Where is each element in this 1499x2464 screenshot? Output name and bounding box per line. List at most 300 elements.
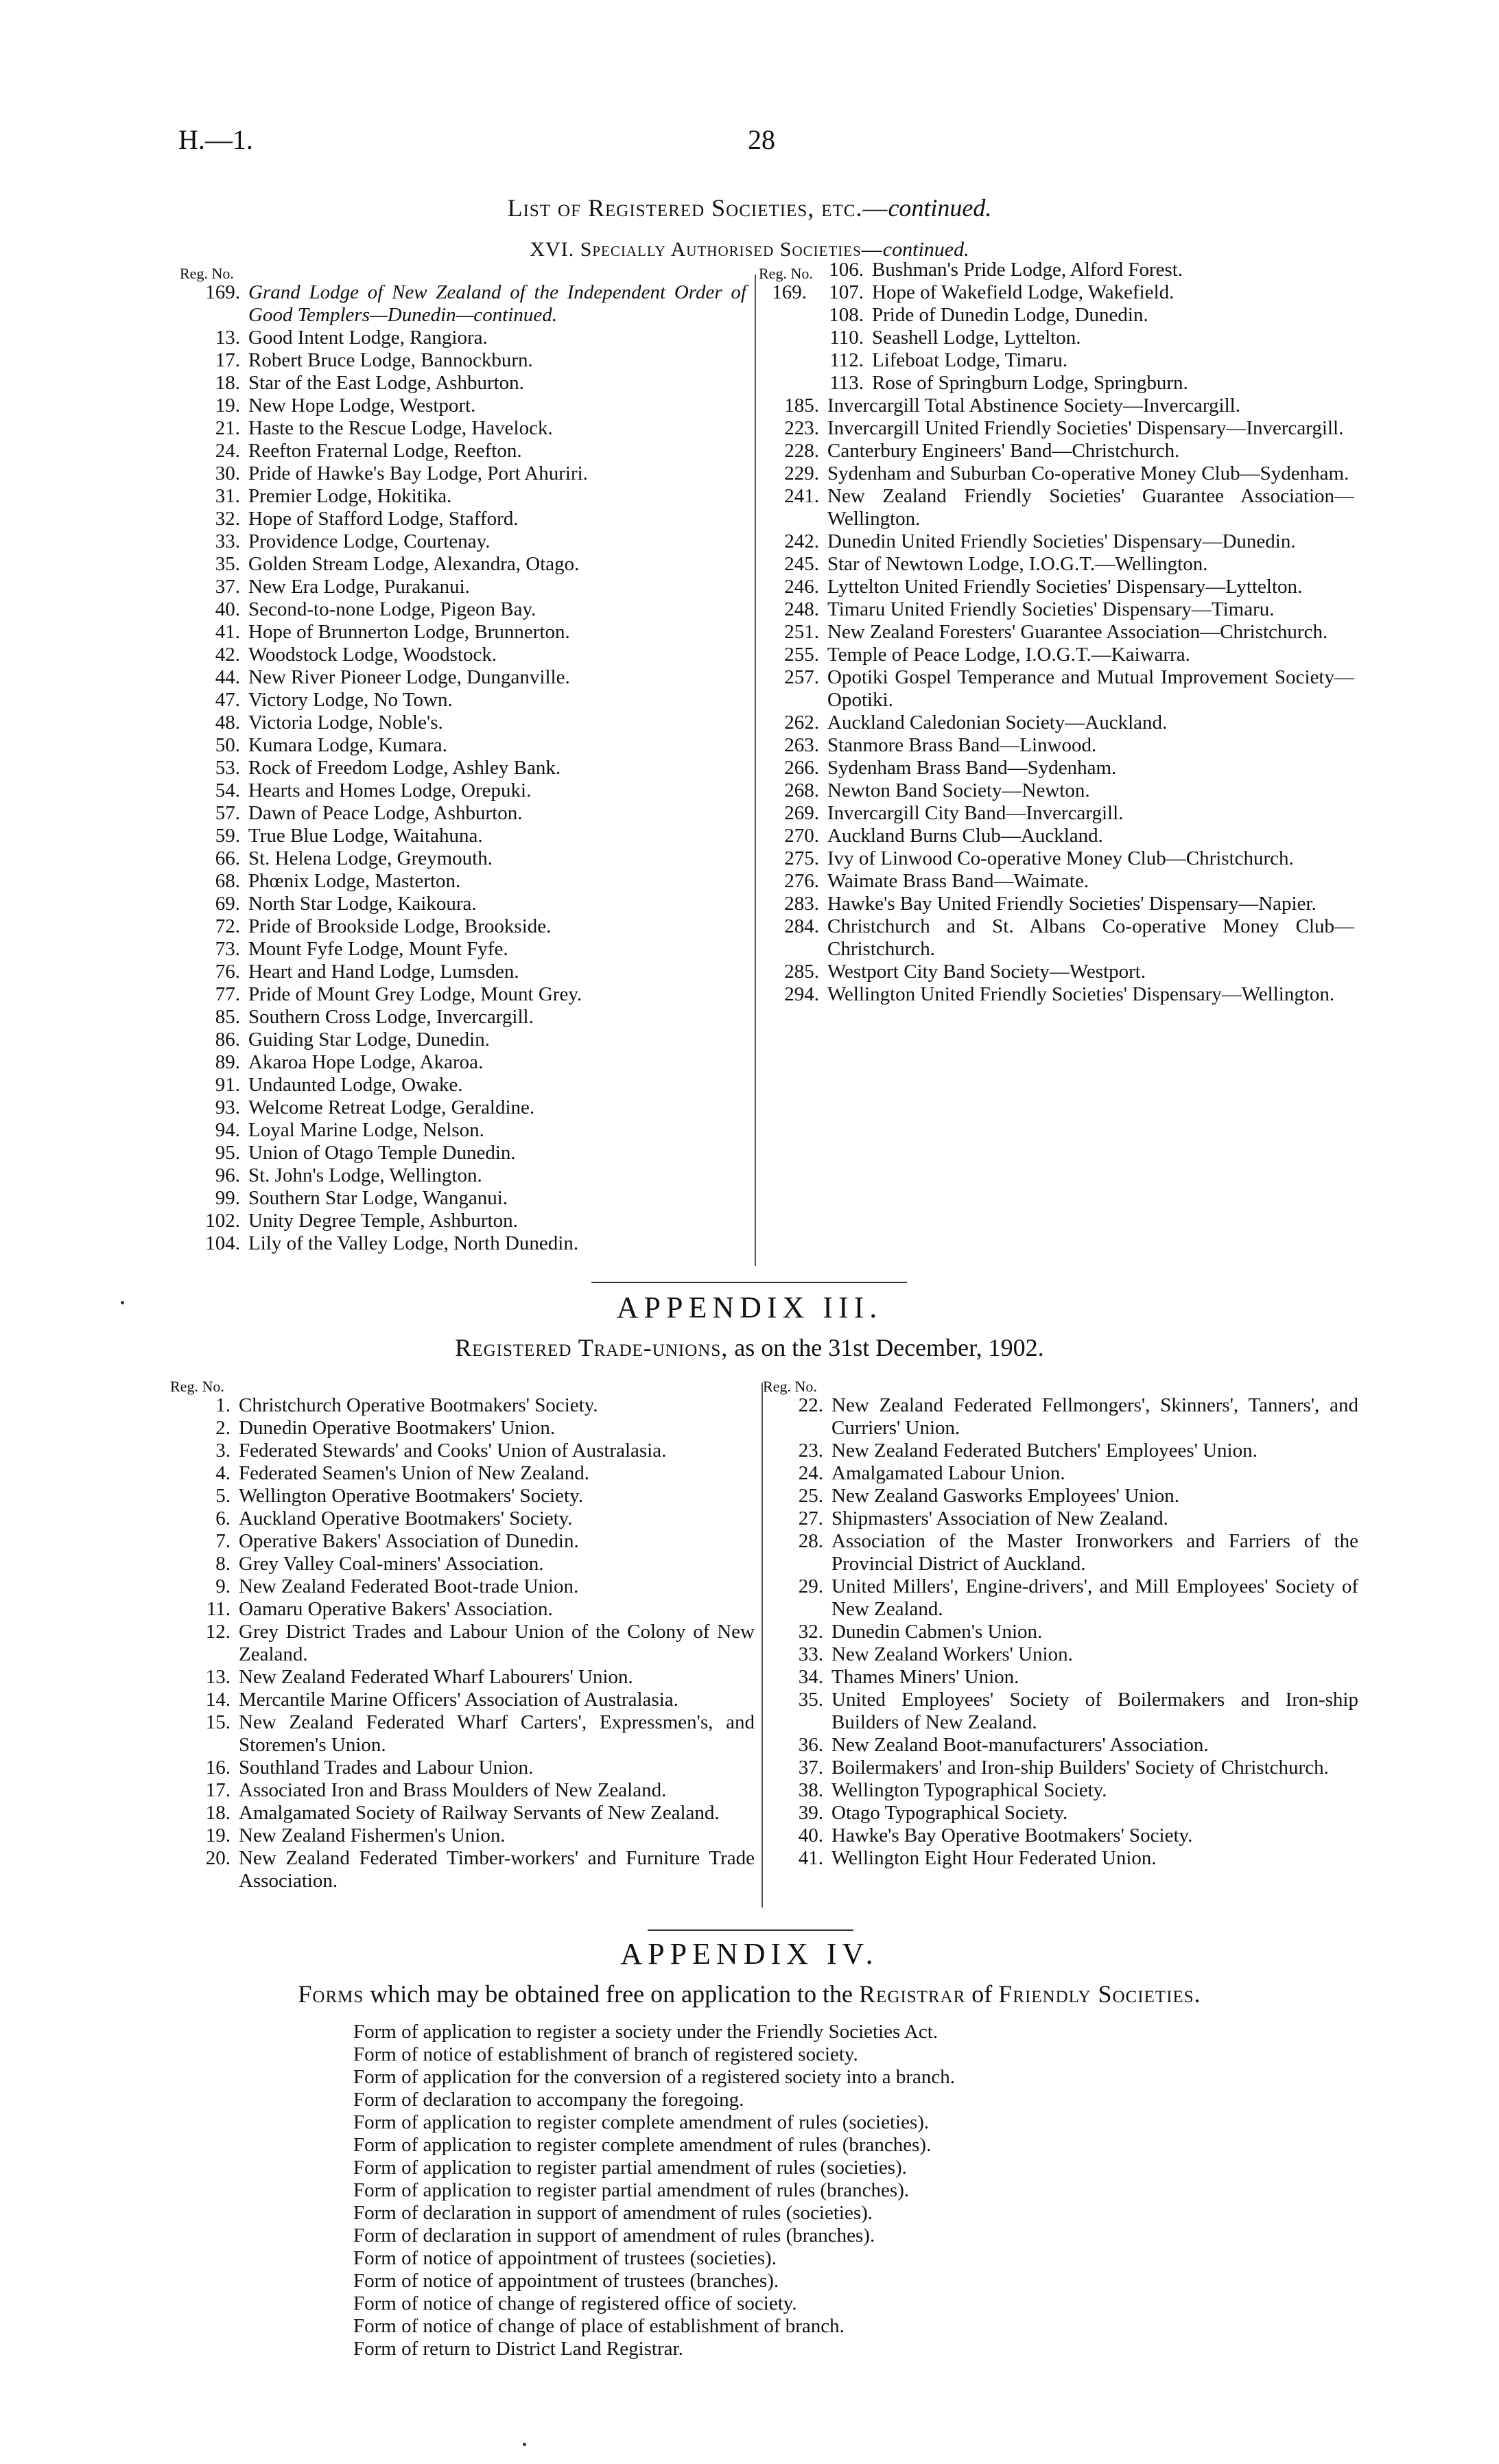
- entry-number: 106.: [829, 259, 864, 281]
- entry-number: 18.: [215, 372, 240, 394]
- society-entry: [180, 372, 746, 395]
- entry-text: Wellington Operative Bootmakers' Society.: [239, 1485, 583, 1507]
- society-entry: [180, 1096, 746, 1119]
- entry-number: 22.: [798, 1394, 823, 1416]
- right-society-list: [759, 395, 1354, 1006]
- union-entry: [170, 1757, 755, 1779]
- forms-list: [353, 2021, 955, 2360]
- entry-text: Thames Miners' Union.: [831, 1666, 1019, 1688]
- form-item: Form of application to register complete amendment of rules (branches).: [353, 2134, 932, 2156]
- entry-text: Auckland Caledonian Society—Auckland.: [827, 712, 1168, 734]
- society-entry: [759, 734, 1354, 757]
- entry-number: 283.: [784, 893, 819, 915]
- entry-number: 41.: [215, 621, 240, 643]
- society-entry: [759, 598, 1354, 621]
- society-entry: [180, 734, 746, 757]
- union-entry: [763, 1575, 1358, 1621]
- society-entry: [180, 689, 746, 712]
- union-entry: [170, 1847, 755, 1892]
- society-entry: [180, 395, 746, 417]
- union-entry: [763, 1779, 1358, 1802]
- entry-number: 96.: [215, 1164, 240, 1186]
- entry-text: Dunedin Operative Bootmakers' Union.: [239, 1417, 556, 1439]
- entry-text: Unity Degree Temple, Ashburton.: [248, 1210, 518, 1232]
- entry-number: 112.: [829, 349, 864, 371]
- society-entry: [180, 847, 746, 870]
- entry-text: New Zealand Fishermen's Union.: [239, 1824, 506, 1846]
- entry-text: Wellington Typographical Society.: [831, 1779, 1107, 1801]
- entry-text: Kumara Lodge, Kumara.: [248, 734, 447, 756]
- entry-number: 108.: [829, 304, 864, 326]
- entry-number: 266.: [784, 757, 819, 779]
- society-entry: [759, 779, 1354, 802]
- appendix4-caption-registrar: Registrar: [859, 1980, 966, 2008]
- appendix3-caption: [0, 1333, 1499, 1362]
- entry-number: 1.: [215, 1394, 231, 1416]
- appendix4-caption-mid: which may be obtained free on application to the: [370, 1980, 853, 2008]
- entry-number: 95.: [215, 1142, 240, 1164]
- society-entry: [180, 1006, 746, 1029]
- society-entry: [759, 983, 1354, 1006]
- unions-right-list: [763, 1394, 1358, 1870]
- appendix4-caption: [0, 1980, 1499, 2008]
- appendix3-caption-sc: Registered Trade-unions,: [455, 1334, 729, 1361]
- entry-number: 11.: [206, 1598, 231, 1620]
- entry-number: 185.: [784, 395, 819, 416]
- appendix4-title: APPENDIX IV.: [620, 1937, 879, 1971]
- society-entry: [180, 666, 746, 689]
- entry-text: Woodstock Lodge, Woodstock.: [248, 644, 497, 666]
- entry-text: Good Intent Lodge, Rangiora.: [248, 327, 488, 349]
- society-entry: [180, 1029, 746, 1051]
- entry-text: Pride of Mount Grey Lodge, Mount Grey.: [248, 983, 582, 1005]
- form-item: Form of notice of change of place of establishment of branch.: [353, 2315, 845, 2337]
- entry-number: 69.: [215, 893, 240, 915]
- entry-text: New Zealand Federated Wharf Carters', Expressmen's, and Storemen's Union.: [239, 1711, 755, 1756]
- society-entry: [180, 440, 746, 462]
- branch-entry: [759, 372, 1354, 395]
- entry-text: Hawke's Bay Operative Bootmakers' Society.: [831, 1824, 1193, 1846]
- list-caption: [0, 193, 1499, 222]
- society-entry: [180, 870, 746, 893]
- entry-text: Wellington Eight Hour Federated Union.: [831, 1847, 1157, 1869]
- entry-number: 24.: [798, 1462, 823, 1484]
- reg-no-label-unions: Reg. No.: [170, 1378, 224, 1395]
- union-entry: [170, 1507, 755, 1530]
- entry-number: 19.: [215, 395, 240, 416]
- branch-entry: [759, 327, 1354, 349]
- society-entry: [759, 417, 1354, 440]
- entry-number: 33.: [215, 530, 240, 552]
- entry-text: Stanmore Brass Band—Linwood.: [827, 734, 1097, 756]
- entry-number: 27.: [798, 1507, 823, 1529]
- society-entry: [180, 983, 746, 1006]
- entry-text: Invercargill United Friendly Societies' Dispensary—Invercargill.: [827, 417, 1344, 439]
- entry-text: Otago Typographical Society.: [831, 1802, 1068, 1824]
- form-item: Form of application to register complete amendment of rules (societies).: [353, 2111, 930, 2133]
- society-entry: [180, 462, 746, 485]
- entry-text: New Zealand Federated Wharf Labourers' Union.: [239, 1666, 633, 1688]
- entry-number: 12.: [205, 1621, 231, 1643]
- entry-text: Victory Lodge, No Town.: [248, 689, 453, 711]
- union-entry: [763, 1689, 1358, 1734]
- page-number: 28: [748, 124, 775, 155]
- entry-number: 25.: [798, 1485, 823, 1507]
- entry-text: Auckland Burns Club—Auckland.: [827, 825, 1103, 847]
- entry-number: 13.: [205, 1666, 231, 1688]
- entry-number: 3.: [215, 1440, 231, 1462]
- union-entry: [170, 1666, 755, 1689]
- entry-number: 59.: [215, 825, 240, 847]
- society-entry: [180, 553, 746, 576]
- entry-text: Haste to the Rescue Lodge, Havelock.: [248, 417, 553, 439]
- entry-text: Union of Otago Temple Dunedin.: [248, 1142, 516, 1164]
- union-entry: [170, 1485, 755, 1507]
- entry-number: 66.: [215, 847, 240, 869]
- unions-left-list: [170, 1394, 755, 1892]
- entry-number: 169.: [205, 281, 240, 303]
- union-entry: [170, 1824, 755, 1847]
- entry-number: 32.: [215, 508, 240, 530]
- entry-text: Robert Bruce Lodge, Bannockburn.: [248, 349, 533, 371]
- society-entry: [180, 1142, 746, 1164]
- entry-number: 19.: [205, 1824, 231, 1846]
- entry-number: 223.: [784, 417, 819, 439]
- entry-text: New Zealand Boot-manufacturers' Association.: [831, 1734, 1209, 1756]
- entry-number: 248.: [784, 598, 819, 620]
- entry-number: 255.: [784, 644, 819, 666]
- society-entry: [180, 530, 746, 553]
- entry-number: 285.: [784, 961, 819, 983]
- reg-no-label-right: Reg. No.: [759, 265, 813, 282]
- entry-text: Undaunted Lodge, Owake.: [248, 1074, 463, 1096]
- entry-text: New Zealand Gasworks Employees' Union.: [831, 1485, 1179, 1507]
- entry-number: 72.: [215, 915, 240, 937]
- entry-text: Hope of Stafford Lodge, Stafford.: [248, 508, 519, 530]
- appendix4-caption-of: of: [971, 1980, 993, 2008]
- entry-text: Star of the East Lodge, Ashburton.: [248, 372, 524, 394]
- entry-text: New Era Lodge, Purakanui.: [248, 576, 470, 598]
- section-rule-2: [648, 1929, 853, 1931]
- entry-number: 21.: [215, 417, 240, 439]
- entry-text: Hawke's Bay United Friendly Societies' Dispensary—Napier.: [827, 893, 1317, 915]
- branch-entry: [759, 281, 1354, 304]
- entry-text: Amalgamated Labour Union.: [831, 1462, 1065, 1484]
- entry-text: Grand Lodge of New Zealand of the Independent Order of Good Templers—Dunedin—continued.: [248, 281, 746, 326]
- entry-text: Mercantile Marine Officers' Association of Australasia.: [239, 1689, 678, 1711]
- form-item: Form of return to District Land Registrar.: [353, 2338, 683, 2360]
- entry-number: 76.: [215, 961, 240, 983]
- entry-text: Second-to-none Lodge, Pigeon Bay.: [248, 598, 536, 620]
- appendix3-title: APPENDIX III.: [616, 1291, 883, 1324]
- entry-number: 246.: [784, 576, 819, 598]
- union-entry: [763, 1507, 1358, 1530]
- entry-text: Rose of Springburn Lodge, Springburn.: [872, 372, 1188, 394]
- entry-number: 284.: [784, 915, 819, 937]
- union-entry: [170, 1711, 755, 1757]
- entry-number: 93.: [215, 1096, 240, 1118]
- entry-number: 169.: [772, 281, 807, 303]
- branch-entry: [759, 349, 1354, 372]
- union-entry: [763, 1621, 1358, 1643]
- entry-number: 89.: [215, 1051, 240, 1073]
- left-society-list: [180, 327, 746, 1255]
- entry-text: Pride of Hawke's Bay Lodge, Port Ahuriri.: [248, 462, 588, 484]
- entry-number: 35.: [215, 553, 240, 575]
- entry-number: 7.: [215, 1530, 231, 1552]
- form-item: Form of declaration in support of amendment of rules (branches).: [353, 2225, 875, 2246]
- society-entry: [759, 666, 1354, 712]
- branch-entry: [759, 304, 1354, 327]
- entry-text: New Zealand Friendly Societies' Guarantee Association—Wellington.: [827, 485, 1354, 530]
- unions-right-column: [763, 1379, 1358, 1870]
- entry-text: Southland Trades and Labour Union.: [239, 1757, 534, 1779]
- society-entry: [180, 1051, 746, 1074]
- entry-text: Amalgamated Society of Railway Servants of New Zealand.: [239, 1802, 720, 1824]
- appendix4-caption-fs: Friendly Societies.: [998, 1980, 1201, 2008]
- entry-text: Sydenham and Suburban Co-operative Money Club—Sydenham.: [827, 462, 1349, 484]
- entry-number: 110.: [829, 327, 864, 349]
- entry-text: Golden Stream Lodge, Alexandra, Otago.: [248, 553, 580, 575]
- society-entry: [180, 417, 746, 440]
- entry-text: Dunedin United Friendly Societies' Dispensary—Dunedin.: [827, 530, 1296, 552]
- entry-number: 104.: [205, 1232, 240, 1254]
- entry-text: Wellington United Friendly Societies' Dispensary—Wellington.: [827, 983, 1335, 1005]
- entry-text: Southern Cross Lodge, Invercargill.: [248, 1006, 534, 1028]
- union-entry: [170, 1621, 755, 1666]
- entry-number: 48.: [215, 712, 240, 734]
- entry-text: Victoria Lodge, Noble's.: [248, 712, 443, 734]
- society-entry: [180, 1210, 746, 1232]
- entry-text: United Employees' Society of Boilermakers and Iron-ship Builders of New Zealand.: [831, 1689, 1358, 1733]
- union-entry: [170, 1689, 755, 1711]
- entry-number: 294.: [784, 983, 819, 1005]
- entry-text: Providence Lodge, Courtenay.: [248, 530, 491, 552]
- union-entry: [763, 1734, 1358, 1757]
- entry-number: 35.: [798, 1689, 823, 1711]
- form-item: Form of notice of change of registered office of society.: [353, 2292, 797, 2314]
- entry-number: 5.: [215, 1485, 231, 1507]
- entry-text: True Blue Lodge, Waitahuna.: [248, 825, 483, 847]
- entry-text: Lifeboat Lodge, Timaru.: [872, 349, 1068, 371]
- entry-number: 47.: [215, 689, 240, 711]
- union-entry: [763, 1666, 1358, 1689]
- entry-number: 4.: [215, 1462, 231, 1484]
- entry-text: New River Pioneer Lodge, Dunganville.: [248, 666, 570, 688]
- entry-number: 257.: [784, 666, 819, 688]
- entry-number: 34.: [798, 1666, 823, 1688]
- entry-number: 38.: [798, 1779, 823, 1801]
- entry-text: New Zealand Federated Timber-workers' and Furniture Trade Association.: [239, 1847, 755, 1892]
- form-item: Form of notice of establishment of branch of registered society.: [353, 2043, 858, 2065]
- entry-number: 15.: [205, 1711, 231, 1733]
- margin-mark: [523, 2443, 526, 2446]
- entry-number: 29.: [798, 1575, 823, 1597]
- entry-text: Loyal Marine Lodge, Nelson.: [248, 1119, 484, 1141]
- entry-number: 102.: [205, 1210, 240, 1232]
- society-entry: [180, 779, 746, 802]
- society-entry: [759, 621, 1354, 644]
- entry-text: Pride of Brookside Lodge, Brookside.: [248, 915, 552, 937]
- society-entry: [180, 712, 746, 734]
- entry-text: Phœnix Lodge, Masterton.: [248, 870, 461, 892]
- society-entry: [180, 1074, 746, 1096]
- entry-text: Westport City Band Society—Westport.: [827, 961, 1146, 983]
- entry-number: 31.: [215, 485, 240, 507]
- entry-text: Heart and Hand Lodge, Lumsden.: [248, 961, 519, 983]
- entry-text: Grey Valley Coal-miners' Association.: [239, 1553, 544, 1575]
- entry-text: Mount Fyfe Lodge, Mount Fyfe.: [248, 938, 508, 960]
- entry-text: Southern Star Lodge, Wanganui.: [248, 1187, 508, 1209]
- entry-text: New Zealand Foresters' Guarantee Association—Christchurch.: [827, 621, 1328, 643]
- entry-text: Timaru United Friendly Societies' Dispensary—Timaru.: [827, 598, 1275, 620]
- entry-text: Ivy of Linwood Co-operative Money Club—Christchurch.: [827, 847, 1294, 869]
- union-entry: [170, 1440, 755, 1462]
- entry-number: 276.: [784, 870, 819, 892]
- society-entry: [180, 621, 746, 644]
- society-entry: [180, 961, 746, 983]
- entry-text: Lily of the Valley Lodge, North Dunedin.: [248, 1232, 579, 1254]
- entry-number: 8.: [215, 1553, 231, 1575]
- society-entry: [759, 462, 1354, 485]
- entry-number: 40.: [798, 1824, 823, 1846]
- entry-text: Hope of Wakefield Lodge, Wakefield.: [872, 281, 1175, 303]
- society-entry: [759, 576, 1354, 598]
- entry-number: 41.: [798, 1847, 823, 1869]
- entry-number: 99.: [215, 1187, 240, 1209]
- entry-number: 23.: [798, 1440, 823, 1462]
- union-entry: [170, 1394, 755, 1417]
- entry-number: 91.: [215, 1074, 240, 1096]
- society-entry: [180, 576, 746, 598]
- entry-text: New Zealand Workers' Union.: [831, 1643, 1073, 1665]
- union-entry: [170, 1802, 755, 1824]
- entry-text: Auckland Operative Bootmakers' Society.: [239, 1507, 573, 1529]
- society-entry: [759, 553, 1354, 576]
- entry-number: 37.: [798, 1757, 823, 1779]
- entry-number: 77.: [215, 983, 240, 1005]
- entry-number: 73.: [215, 938, 240, 960]
- entry-number: 268.: [784, 779, 819, 801]
- society-entry: [180, 825, 746, 847]
- entry-text: New Zealand Federated Boot-trade Union.: [239, 1575, 579, 1597]
- entry-number: 113.: [829, 372, 864, 394]
- entry-number: 94.: [215, 1119, 240, 1141]
- entry-text: Rock of Freedom Lodge, Ashley Bank.: [248, 757, 561, 779]
- entry-text: Association of the Master Ironworkers and Farriers of the Provincial District of Auckland.: [831, 1530, 1358, 1575]
- society-entry: [759, 712, 1354, 734]
- union-entry: [170, 1779, 755, 1802]
- entry-number: 6.: [215, 1507, 231, 1529]
- form-item: Form of application to register partial amendment of rules (societies).: [353, 2157, 907, 2179]
- entry-text: Canterbury Engineers' Band—Christchurch.: [827, 440, 1180, 462]
- entry-number: 44.: [215, 666, 240, 688]
- form-item: Form of declaration to accompany the foregoing.: [353, 2089, 744, 2111]
- entry-number: 54.: [215, 779, 240, 801]
- appendix3-caption-rest: as on the 31st December, 1902.: [734, 1334, 1044, 1361]
- society-entry: [759, 395, 1354, 417]
- entry-number: 251.: [784, 621, 819, 643]
- society-entry: [759, 440, 1354, 462]
- entry-text: Grey District Trades and Labour Union of the Colony of New Zealand.: [239, 1621, 755, 1665]
- society-entry: [759, 757, 1354, 779]
- entry-number: 20.: [205, 1847, 231, 1869]
- entry-text: Dunedin Cabmen's Union.: [831, 1621, 1043, 1643]
- entry-number: 13.: [215, 327, 240, 349]
- society-entry: [759, 870, 1354, 893]
- form-item: Form of application for the conversion of a registered society into a branch.: [353, 2066, 955, 2088]
- entry-number: 262.: [784, 712, 819, 734]
- form-item: Form of notice of appointment of trustees (branches).: [353, 2270, 779, 2292]
- entry-text: New Zealand Federated Butchers' Employees' Union.: [831, 1440, 1258, 1462]
- entry-number: 2.: [215, 1417, 231, 1439]
- society-entry: [180, 508, 746, 530]
- society-entry: [180, 1232, 746, 1255]
- union-entry: [763, 1394, 1358, 1440]
- union-entry: [170, 1575, 755, 1598]
- societies-left-column: [180, 266, 746, 1255]
- list-caption-main: List of Registered Societies, etc.—: [507, 194, 888, 222]
- entry-text: Hope of Brunnerton Lodge, Brunnerton.: [248, 621, 570, 643]
- societies-right-column: [759, 259, 1354, 1006]
- form-item: Form of notice of appointment of trustees (societies).: [353, 2247, 777, 2269]
- section-xvi-continued: continued.: [882, 238, 969, 261]
- entry-text: Oamaru Operative Bakers' Association.: [239, 1598, 553, 1620]
- margin-mark: [121, 1301, 124, 1304]
- society-entry: [180, 915, 746, 938]
- entry-text: Seashell Lodge, Lyttelton.: [872, 327, 1081, 349]
- entry-number: 17.: [215, 349, 240, 371]
- entry-text: Lyttelton United Friendly Societies' Dispensary—Lyttelton.: [827, 576, 1303, 598]
- entry-number: 245.: [784, 553, 819, 575]
- entry-number: 242.: [784, 530, 819, 552]
- entry-number: 85.: [215, 1006, 240, 1028]
- union-entry: [170, 1553, 755, 1575]
- entry-text: St. John's Lodge, Wellington.: [248, 1164, 482, 1186]
- entry-number: 24.: [215, 440, 240, 462]
- entry-text: Pride of Dunedin Lodge, Dunedin.: [872, 304, 1148, 326]
- entry-text: Federated Seamen's Union of New Zealand.: [239, 1462, 589, 1484]
- entry-number: 263.: [784, 734, 819, 756]
- section-xvi-main: XVI. Specially Authorised Societies—: [530, 238, 883, 261]
- entry-number: 18.: [205, 1802, 231, 1824]
- society-entry: [180, 893, 746, 915]
- entry-text: Akaroa Hope Lodge, Akaroa.: [248, 1051, 484, 1073]
- section-rule: [591, 1282, 907, 1283]
- society-entry: [180, 598, 746, 621]
- union-entry: [763, 1802, 1358, 1824]
- entry-text: Reefton Fraternal Lodge, Reefton.: [248, 440, 522, 462]
- entry-number: 16.: [205, 1757, 231, 1779]
- list-caption-continued: continued.: [888, 194, 992, 222]
- entry-text: Invercargill Total Abstinence Society—Invercargill.: [827, 395, 1240, 416]
- entry-text: Shipmasters' Association of New Zealand.: [831, 1507, 1168, 1529]
- entry-text: Newton Band Society—Newton.: [827, 779, 1090, 801]
- entry-text: Hearts and Homes Lodge, Orepuki.: [248, 779, 532, 801]
- entry-number: 50.: [215, 734, 240, 756]
- union-entry: [763, 1757, 1358, 1779]
- society-entry: [180, 938, 746, 961]
- union-entry: [170, 1417, 755, 1440]
- entry-number: 17.: [205, 1779, 231, 1801]
- entry-text: Bushman's Pride Lodge, Alford Forest.: [872, 259, 1183, 281]
- society-entry: [180, 1187, 746, 1210]
- unions-left-column: [170, 1379, 755, 1892]
- entry-number: 86.: [215, 1029, 240, 1051]
- reg-no-label-unions-right: Reg. No.: [763, 1378, 817, 1395]
- entry-text: Christchurch and St. Albans Co-operative Money Club—Christchurch.: [827, 915, 1354, 960]
- document-code: H.—1.: [178, 124, 253, 155]
